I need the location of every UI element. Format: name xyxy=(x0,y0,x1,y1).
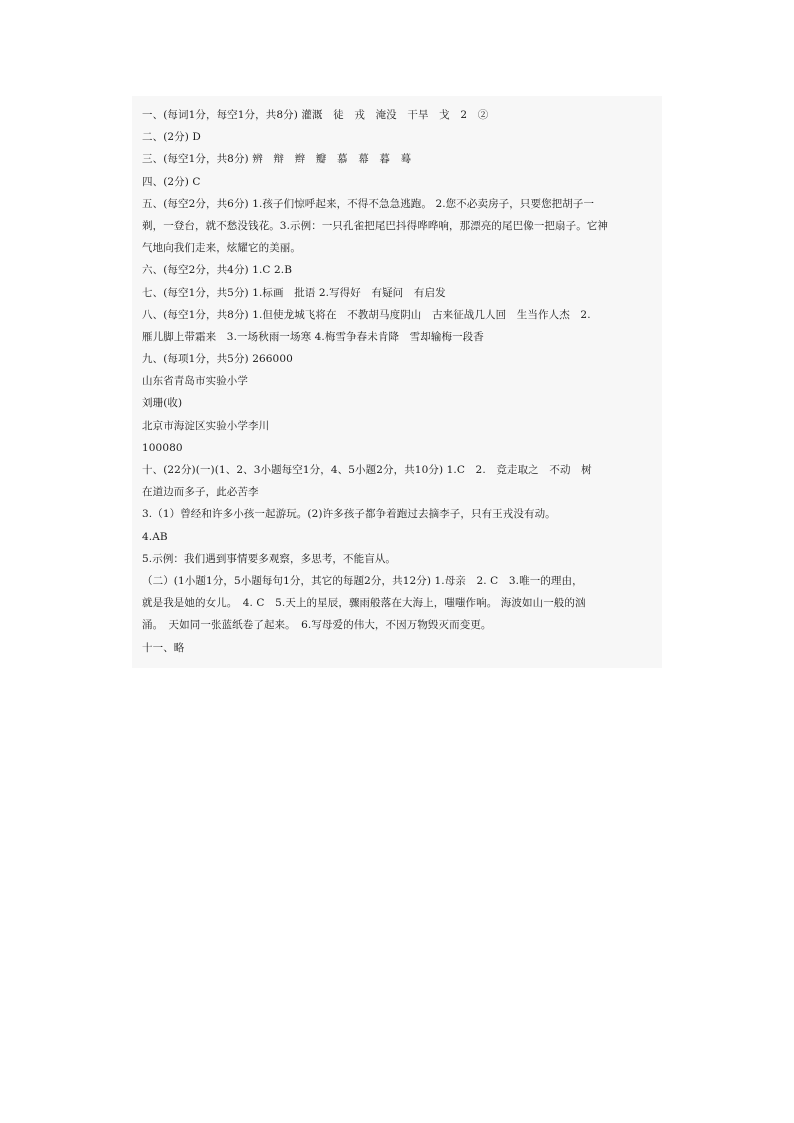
answer-line: 五、(每空2分，共6分) 1.孩子们惊呼起来，不得不急急逃跑。 2.您不必卖房子，只要您把胡子一 xyxy=(142,197,595,210)
answer-line: 就是我是她的女儿。 4. C 5.天上的星辰，骤雨般落在大海上，嗤嗤作响。 海波如山一般的汹 xyxy=(142,597,586,610)
answer-line: 山东省青岛市实验小学 xyxy=(142,375,248,388)
answer-line: 北京市海淀区实验小学李川 xyxy=(142,419,270,432)
answer-line: 八、(每空1分，共8分) 1.但使龙城飞将在 不教胡马度阴山 古来征战几人回 生当作人杰 2. xyxy=(142,308,591,321)
answer-line: 十一、略 xyxy=(142,641,185,654)
answer-line: 100080 xyxy=(142,441,183,454)
answer-line: 剃，一登台，就不愁没钱花。3.示例：一只孔雀把尾巴抖得哗哗响，那漂亮的尾巴像一把扇子。它神 xyxy=(142,219,609,232)
answer-line: 雁儿脚上带霜来 3.一场秋雨一场寒 4.梅雪争春未肯降 雪却输梅一段香 xyxy=(142,330,484,343)
answer-line: 5.示例：我们遇到事情要多观察，多思考，不能盲从。 xyxy=(142,552,397,565)
answer-line: 七、(每空1分，共5分) 1.标画 批语 2.写得好 有疑问 有启发 xyxy=(142,286,446,299)
answer-line: 3.（1）曾经和许多小孩一起游玩。(2)许多孩子都争着跑过去摘李子，只有王戎没有动。 xyxy=(142,508,556,521)
answer-line: 六、(每空2分，共4分) 1.C 2.B xyxy=(142,264,293,277)
answer-key xyxy=(142,104,642,659)
answer-line: 九、(每项1分，共5分) 266000 xyxy=(142,353,293,366)
answer-line: 十、(22分)(一)(1、2、3小题每空1分，4、5小题2分，共10分) 1.C 2. 竞走取之 不动 树 xyxy=(142,464,592,476)
answer-line: 四、(2分) C xyxy=(142,175,201,188)
answer-line: （二）(1小题1分，5小题每句1分，其它的每题2分，共12分) 1.母亲 2. C 3.唯一的理由， xyxy=(142,574,583,587)
answer-line: 在道边而多子，此必苦李 xyxy=(142,486,259,499)
answer-line: 刘珊(收) xyxy=(142,397,183,410)
answer-line: 气地向我们走来，炫耀它的美丽。 xyxy=(142,242,301,255)
answer-line: 二、(2分) D xyxy=(142,131,201,144)
answer-line: 一、(每词1分，每空1分，共8分) 灌溉 徒 戎 淹没 干旱 戈 2 ② xyxy=(142,109,489,121)
answer-line: 4.AB xyxy=(142,530,168,543)
answer-line: 三、(每空1分，共8分) 辨 辩 辫 瓣 慕 幕 暮 蓦 xyxy=(142,153,412,166)
answer-line: 涌。 天如同一张蓝纸卷了起来。 6.写母爱的伟大，不因万物毁灭而变更。 xyxy=(142,619,492,632)
